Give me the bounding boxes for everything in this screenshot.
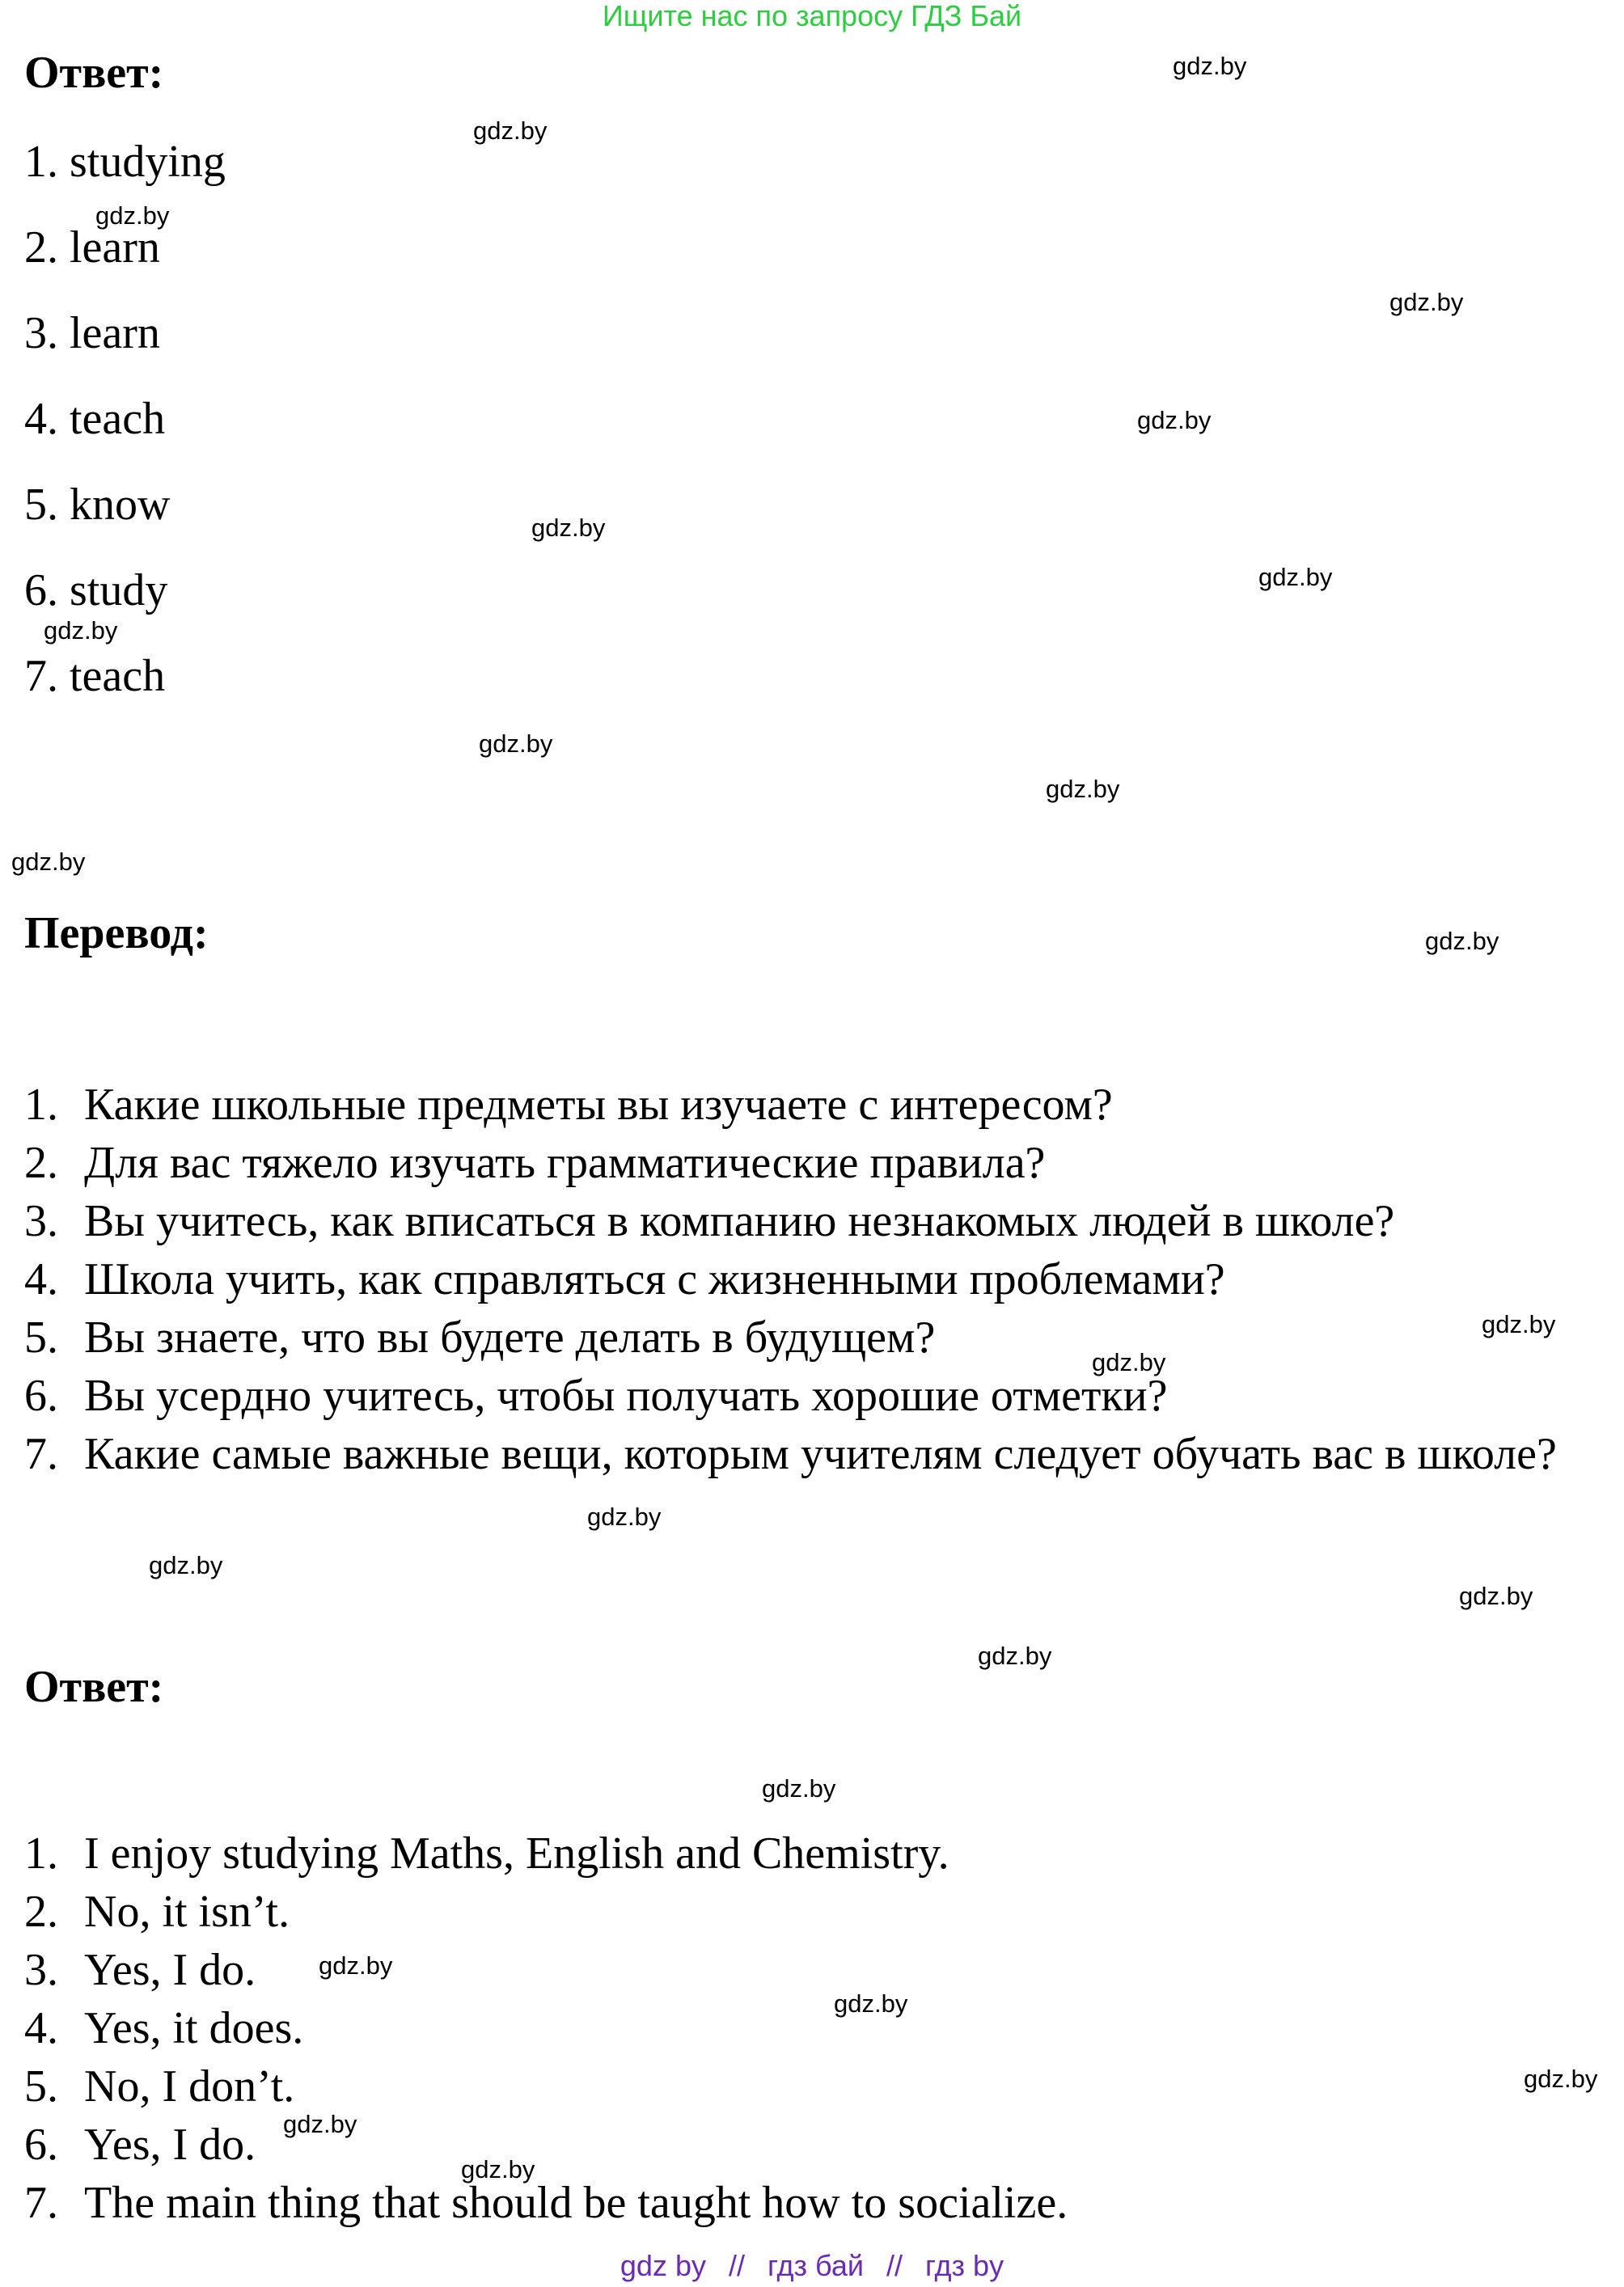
list-item: 5. Вы знаете, что вы будете делать в будущем? <box>24 1313 936 1363</box>
list-item: 1. studying <box>24 137 226 187</box>
list-item: 1. I enjoy studying Maths, English and Chemistry. <box>24 1828 949 1879</box>
watermark: gdz.by <box>1137 406 1212 434</box>
footer-separator: // <box>886 2249 903 2282</box>
list-item: 7. teach <box>24 651 166 701</box>
watermark: gdz.by <box>473 116 548 145</box>
list-item: 5. No, I don’t. <box>24 2061 295 2112</box>
list-item: 6. Вы усердно учитесь, чтобы получать хорошие отметки? <box>24 1371 1168 1421</box>
translation-heading: Перевод: <box>24 908 209 958</box>
list-item: 2. No, it isn’t. <box>24 1887 290 1937</box>
watermark: gdz.by <box>95 201 170 230</box>
watermark: gdz.by <box>762 1774 836 1803</box>
list-item: 3. Вы учитесь, как вписаться в компанию незнакомых людей в школе? <box>24 1196 1395 1246</box>
list-item: 2. learn <box>24 222 160 273</box>
list-item: 6. Yes, I do. <box>24 2120 256 2170</box>
list-item: 3. Yes, I do. <box>24 1945 256 1995</box>
list-item: 7. Какие самые важные вещи, которым учителям следует обучать вас в школе? <box>24 1429 1557 1479</box>
watermark: gdz.by <box>1425 927 1499 955</box>
watermark: gdz.by <box>1258 563 1333 591</box>
list-item: 7. The main thing that should be taught how to socialize. <box>24 2178 1068 2228</box>
watermark: gdz.by <box>1092 1348 1166 1376</box>
list-item: 3. learn <box>24 308 160 358</box>
list-item: 4. Yes, it does. <box>24 2003 304 2053</box>
watermark: gdz.by <box>479 729 553 758</box>
watermark: gdz.by <box>1524 2065 1598 2093</box>
answer-heading-2: Ответ: <box>24 1662 164 1712</box>
watermark: gdz.by <box>587 1503 662 1531</box>
footer-link[interactable]: гдз бай <box>768 2249 864 2282</box>
answer-list-2 <box>24 1824 1585 2232</box>
watermark: gdz.by <box>1459 1582 1533 1610</box>
list-item: 6. study <box>24 565 168 615</box>
watermark: gdz.by <box>1046 775 1120 803</box>
list-item: 5. know <box>24 480 171 530</box>
watermark: gdz.by <box>11 848 86 876</box>
watermark: gdz.by <box>149 1551 223 1579</box>
watermark: gdz.by <box>44 616 118 645</box>
watermark: gdz.by <box>283 2110 357 2138</box>
top-banner: Ищите нас по запросу ГДЗ Бай <box>602 0 1022 32</box>
watermark: gdz.by <box>1482 1310 1556 1338</box>
list-item: 4. Школа учить, как справляться с жизненными проблемами? <box>24 1254 1225 1304</box>
list-item: 1. Какие школьные предметы вы изучаете с интересом? <box>24 1080 1113 1130</box>
footer-link[interactable]: гдз by <box>925 2249 1004 2282</box>
watermark: gdz.by <box>531 514 606 542</box>
watermark: gdz.by <box>1173 52 1247 80</box>
list-item: 4. teach <box>24 394 166 444</box>
watermark: gdz.by <box>1389 288 1464 316</box>
list-item: 2. Для вас тяжело изучать грамматические правила? <box>24 1138 1046 1188</box>
watermark: gdz.by <box>319 1951 393 1980</box>
answer-heading-1: Ответ: <box>24 48 164 98</box>
watermark: gdz.by <box>461 2155 535 2183</box>
footer-separator: // <box>729 2249 746 2282</box>
footer-link[interactable]: gdz by <box>620 2249 706 2282</box>
footer <box>0 2250 1624 2282</box>
watermark: gdz.by <box>978 1642 1052 1670</box>
watermark: gdz.by <box>834 1989 908 2018</box>
translation-list <box>24 1076 1585 1483</box>
